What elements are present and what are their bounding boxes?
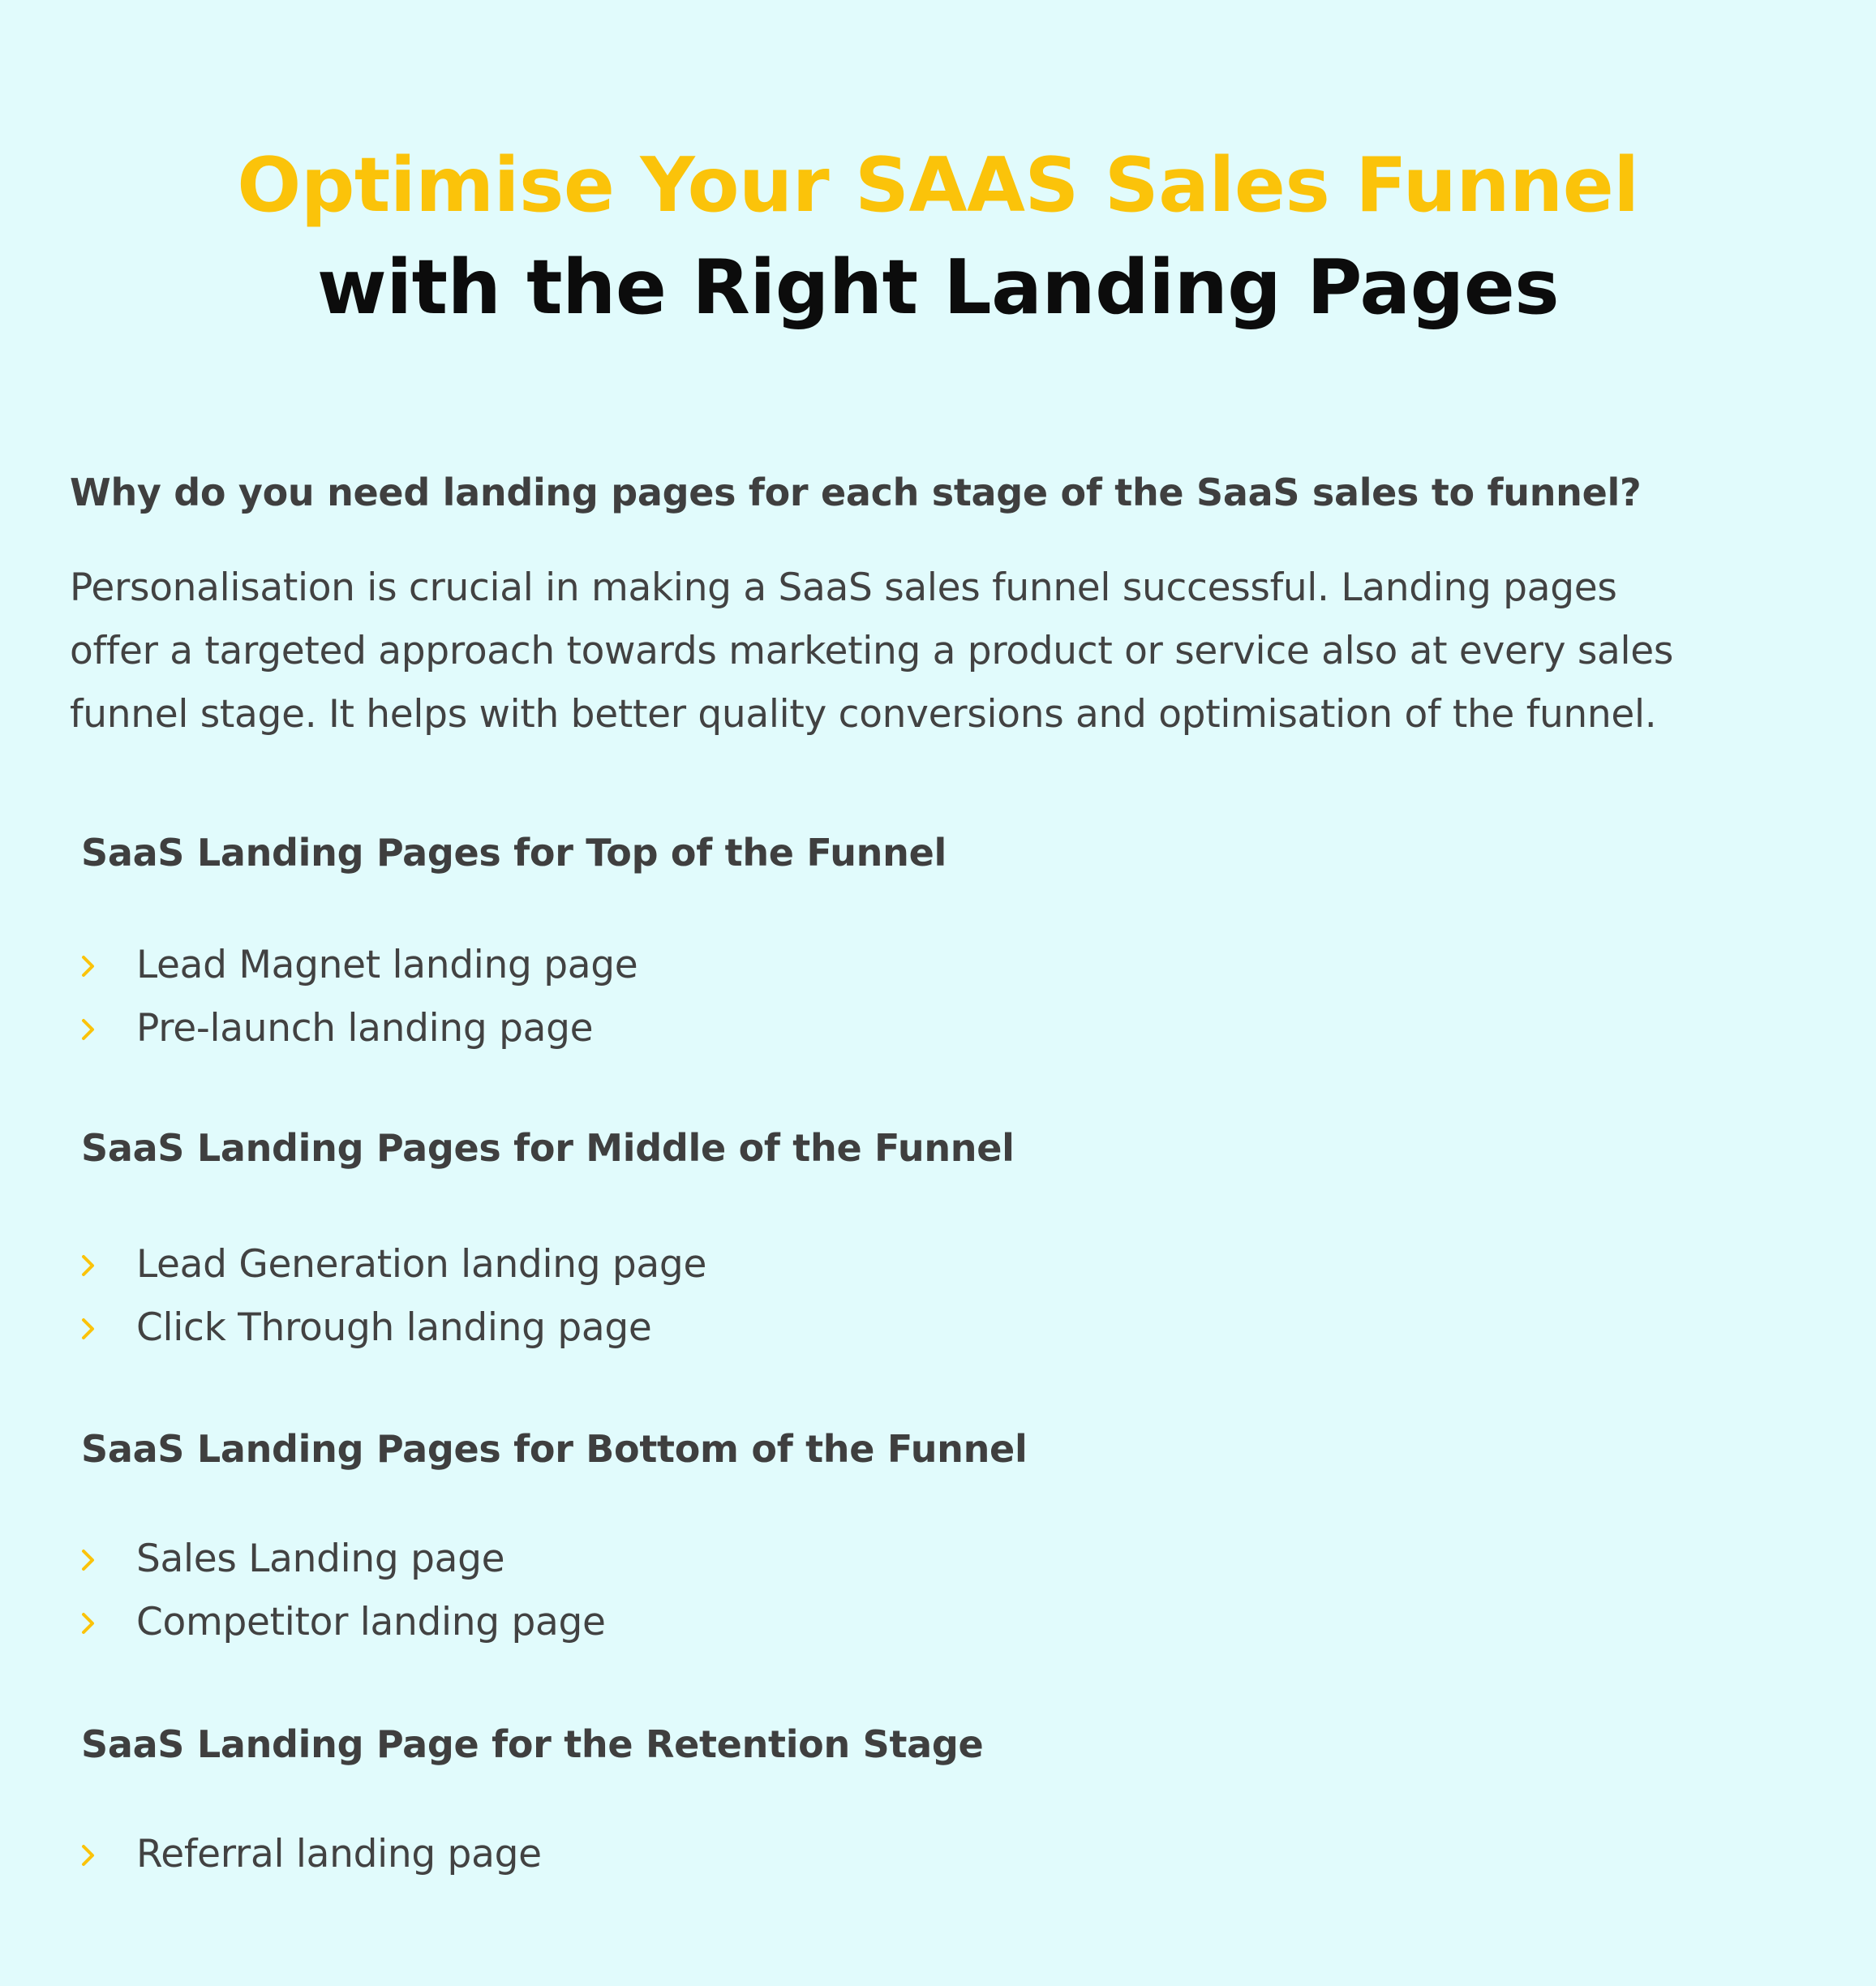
list-item	[81, 1823, 1784, 1886]
question-heading: Why do you need landing pages for each stage of the SaaS sales to funnel?	[70, 471, 1642, 514]
list-item-label: Lead Generation landing page	[136, 1242, 707, 1287]
chevron-right-icon	[81, 1316, 96, 1342]
section-top-of-funnel	[81, 828, 1784, 1051]
section-heading: SaaS Landing Pages for Top of the Funnel	[81, 831, 947, 875]
section-bottom-of-funnel	[81, 1425, 1784, 1644]
list-item-label: Sales Landing page	[136, 1537, 505, 1581]
list-item-label: Referral landing page	[136, 1832, 542, 1876]
list-item-label: Pre-launch landing page	[136, 1006, 594, 1051]
section-heading: SaaS Landing Pages for Bottom of the Funnel	[81, 1427, 1028, 1471]
intro-paragraph	[70, 557, 1838, 746]
section-list	[81, 1823, 1784, 1886]
intro-line: Personalisation is crucial in making a SaaS sales funnel successful. Landing pages	[70, 565, 1617, 610]
chevron-right-icon	[81, 953, 96, 979]
section-list	[81, 1233, 1784, 1360]
section-list	[81, 934, 1784, 1060]
section-retention-stage	[81, 1720, 1784, 1876]
chevron-right-icon	[81, 1253, 96, 1279]
list-item	[81, 1233, 1784, 1296]
title-line-accent: Optimise Your SAAS Sales Funnel	[237, 141, 1639, 229]
list-item	[81, 997, 1784, 1060]
chevron-right-icon	[81, 1842, 96, 1868]
list-item	[81, 1591, 1784, 1654]
chevron-right-icon	[81, 1610, 96, 1636]
list-item	[81, 934, 1784, 997]
list-item	[81, 1528, 1784, 1591]
intro-line: funnel stage. It helps with better quality conversions and optimisation of the funnel.	[70, 692, 1657, 737]
section-list	[81, 1528, 1784, 1654]
title-line-main: with the Right Landing Pages	[316, 243, 1560, 331]
section-middle-of-funnel	[81, 1124, 1784, 1350]
list-item-label: Click Through landing page	[136, 1305, 652, 1350]
chevron-right-icon	[81, 1547, 96, 1573]
section-heading: SaaS Landing Page for the Retention Stage	[81, 1722, 984, 1766]
list-item-label: Competitor landing page	[136, 1600, 606, 1644]
chevron-right-icon	[81, 1017, 96, 1042]
list-item	[81, 1296, 1784, 1360]
intro-line: offer a targeted approach towards marketing a product or service also at every sales	[70, 629, 1674, 673]
list-item-label: Lead Magnet landing page	[136, 943, 638, 987]
section-heading: SaaS Landing Pages for Middle of the Funnel	[81, 1126, 1015, 1170]
